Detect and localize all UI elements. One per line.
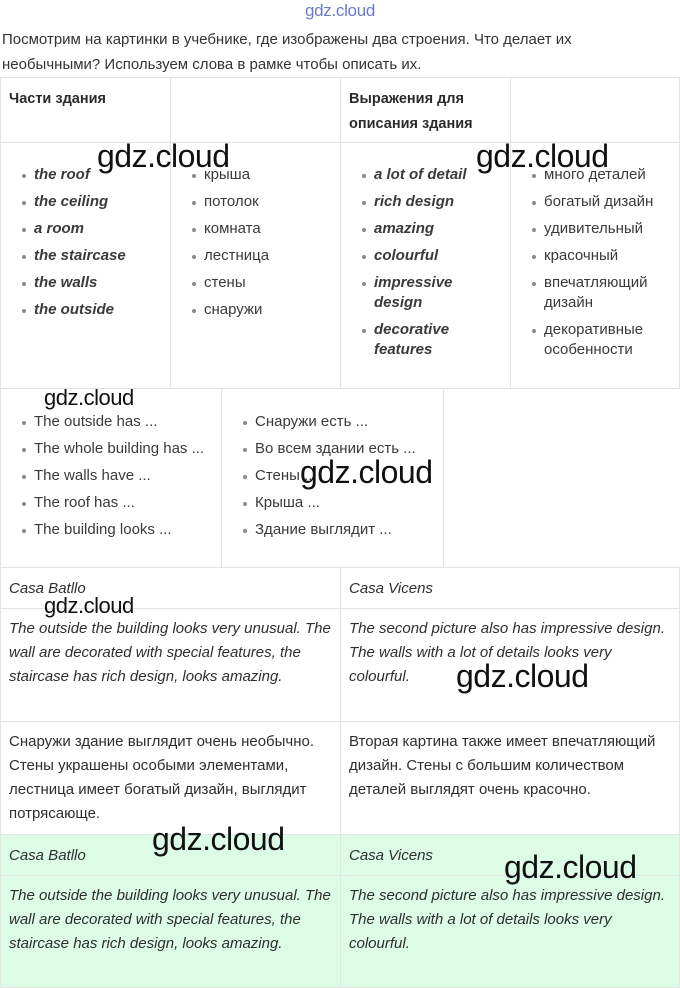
casa-batllo-title-highlight: Casa Batllo	[0, 834, 341, 876]
list-item: красочный	[531, 246, 671, 266]
list-item: декоративные особенности	[531, 320, 671, 360]
casa-vicens-en-highlight: The second picture also has impressive design. The walls with a lot of details looks very colourful.	[340, 875, 680, 988]
casa-vicens-title-highlight: Casa Vicens	[340, 834, 680, 876]
list-item: Снаружи есть ...	[242, 412, 437, 432]
list-item: снаружи	[191, 300, 332, 320]
casa-batllo-ru: Снаружи здание выглядит очень необычно. Стены украшены особыми элементами, лестница имеет богатый дизайн, выглядит потрясающе.	[0, 721, 341, 835]
list-item: a room	[21, 219, 162, 239]
list-item: The roof has ...	[21, 493, 215, 513]
watermark: gdz.cloud	[300, 454, 433, 490]
list-item: комната	[191, 219, 332, 239]
list-item: стены	[191, 273, 332, 293]
list-item: amazing	[361, 219, 502, 239]
header-parts: Части здания	[0, 77, 171, 143]
expressions-en-cell	[340, 142, 511, 389]
list-item: colourful	[361, 246, 502, 266]
expressions-en-list	[361, 165, 502, 360]
header-expressions-ru	[510, 77, 680, 143]
list-item: богатый дизайн	[531, 192, 671, 212]
parts-ru-cell	[170, 142, 341, 389]
list-item: the ceiling	[21, 192, 162, 212]
list-item: удивительный	[531, 219, 671, 239]
site-logo: gdz.cloud	[304, 1, 376, 20]
list-item: Крыша ...	[242, 493, 437, 513]
intro-text: Посмотрим на картинки в учебнике, где изображены два строения. Что делает их необычными? Используем слова в рамке чтобы описать их.	[2, 31, 572, 73]
list-item: The outside has ...	[21, 412, 215, 432]
list-item: впечатляющий дизайн	[531, 273, 671, 313]
list-item: лестница	[191, 246, 332, 266]
watermark: gdz.cloud	[152, 821, 285, 857]
watermark: gdz.cloud	[456, 658, 589, 694]
list-item: The whole building has ...	[21, 439, 215, 459]
watermark: gdz.cloud	[44, 593, 134, 618]
list-item: The walls have ...	[21, 466, 215, 486]
list-item: the walls	[21, 273, 162, 293]
list-item: rich design	[361, 192, 502, 212]
list-item: the staircase	[21, 246, 162, 266]
parts-en-cell	[0, 142, 171, 389]
watermark: gdz.cloud	[97, 138, 230, 174]
parts-en-list	[21, 165, 162, 320]
list-item: the roof	[21, 165, 162, 185]
casa-batllo-title: Casa Batllo	[0, 567, 341, 609]
list-item: потолок	[191, 192, 332, 212]
list-item: a lot of detail	[361, 165, 502, 185]
list-item: много деталей	[531, 165, 671, 185]
header-parts-ru	[170, 77, 341, 143]
expressions-ru-cell	[510, 142, 680, 389]
casa-vicens-ru: Вторая картина также имеет впечатляющий дизайн. Стены с большим количеством деталей выглядят очень красочно.	[340, 721, 680, 835]
list-item: decorative features	[361, 320, 502, 360]
list-item: Во всем здании есть ...	[242, 439, 437, 459]
watermark: gdz.cloud	[44, 385, 134, 410]
casa-vicens-en: The second picture also has impressive design. The walls with a lot of details looks very colourful.	[340, 608, 680, 722]
watermark: gdz.cloud	[476, 138, 609, 174]
list-item: The building looks ...	[21, 520, 215, 540]
list-item: крыша	[191, 165, 332, 185]
list-item: the outside	[21, 300, 162, 320]
casa-batllo-en-highlight: The outside the building looks very unusual. The wall are decorated with special features, the staircase has rich design, looks amazing.	[0, 875, 341, 988]
watermark: gdz.cloud	[504, 849, 637, 885]
phrases-en-cell	[0, 385, 222, 568]
casa-batllo-en: The outside the building looks very unusual. The wall are decorated with special features, the staircase has rich design, looks amazing.	[0, 608, 341, 722]
list-item: Стены ...	[242, 466, 437, 486]
parts-ru-list	[191, 165, 332, 320]
expressions-ru-list	[531, 165, 671, 360]
casa-vicens-title: Casa Vicens	[340, 567, 680, 609]
list-item: Здание выглядит ...	[242, 520, 437, 540]
phrases-en-list	[21, 412, 215, 540]
list-item: impressive design	[361, 273, 502, 313]
header-expressions: Выражения для описания здания	[340, 77, 511, 143]
